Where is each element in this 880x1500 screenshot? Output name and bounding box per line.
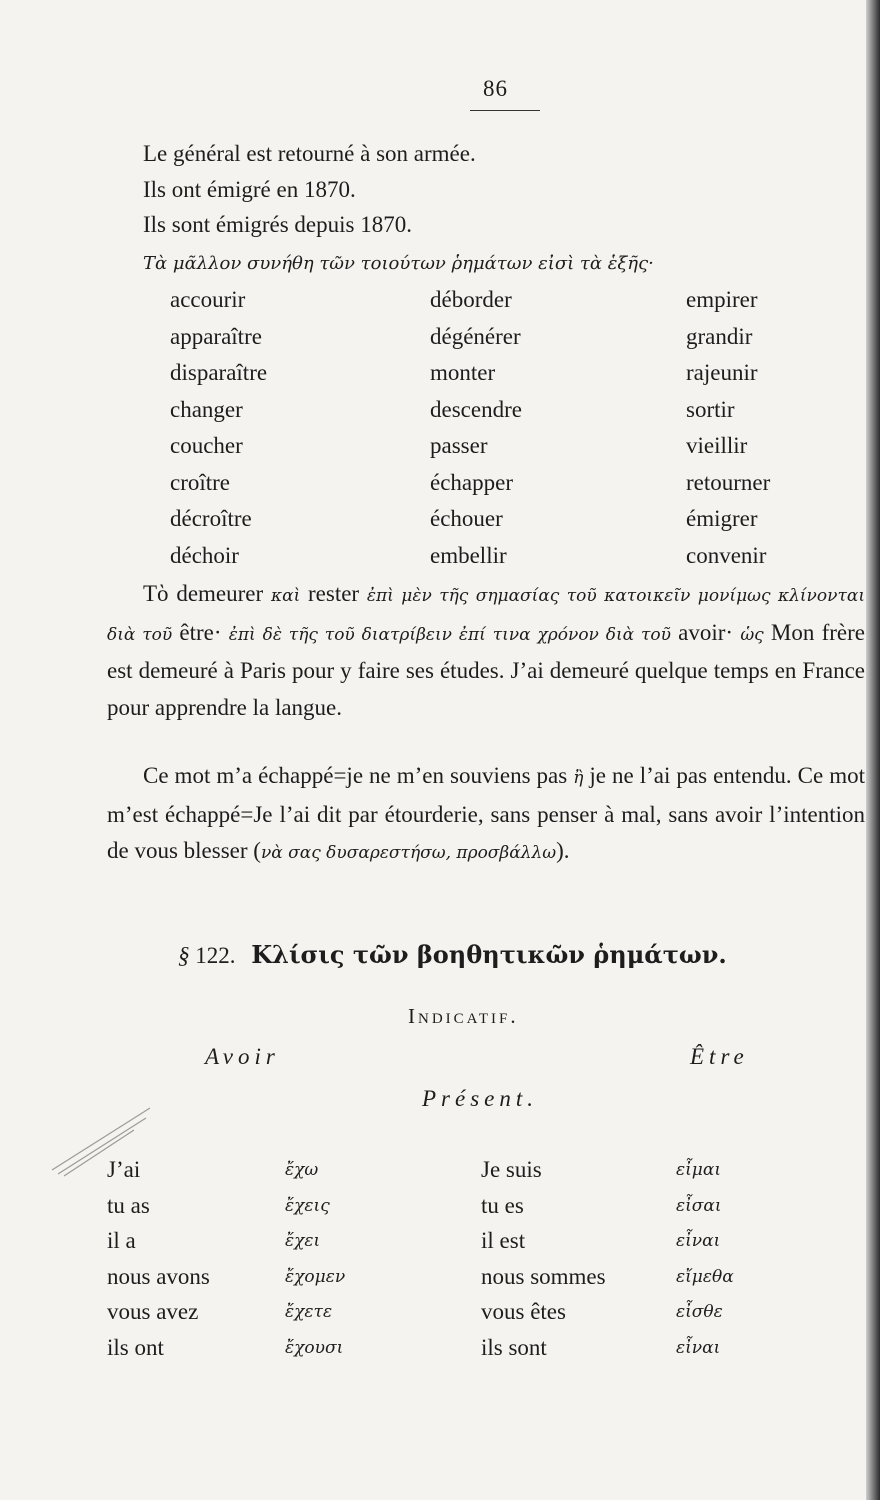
conjugation-row — [107, 1263, 807, 1299]
conj-cell: ἔχει — [285, 1231, 321, 1252]
greek-intro-line: Τὰ μᾶλλον συνήθη τῶν τοιούτων ῥημάτων εἰσὶ τὰ ἑξῆς· — [143, 253, 654, 274]
para2-b: ἢ — [573, 768, 584, 788]
conj-cell: vous êtes — [481, 1299, 566, 1325]
para2-c: je ne l’ai pas entendu. Ce mot m’est échappé=Je l’ai dit par étourderie, sans penser à mal, sans avoir l’intention de vous blesser ( — [107, 763, 865, 863]
verb-row — [170, 469, 820, 506]
para1-i: Mon frère est demeuré à Paris pour y faire ses études. J’ai demeuré quelque temps en France pour apprendre la langue. — [107, 619, 865, 720]
conj-cell: εἶσαι — [676, 1195, 722, 1216]
verb-cell: descendre — [430, 396, 522, 422]
verb-cell: sortir — [686, 396, 735, 422]
conj-cell: nous sommes — [481, 1263, 606, 1289]
para1-h: ὡς — [740, 624, 764, 645]
verb-row — [170, 396, 820, 433]
para2-d: νὰ σας δυσαρεστήσω, προσβάλλω — [260, 843, 557, 863]
conj-cell: εἶναι — [676, 1337, 721, 1358]
verb-cell: accourir — [170, 287, 246, 312]
verb-cell: disparaître — [170, 360, 268, 385]
conj-cell: εἶναι — [676, 1231, 721, 1252]
verb-cell: apparaître — [170, 323, 262, 349]
page-number: 86 — [483, 76, 508, 101]
intro-line-1: Le général est retourné à son armée. — [143, 141, 476, 166]
conj-cell: εἶσθε — [676, 1302, 723, 1323]
conj-cell: ἔχω — [285, 1160, 319, 1180]
verb-cell: rajeunir — [686, 360, 758, 385]
verb-heading-etre: Être — [690, 1044, 749, 1069]
tense-heading: Présent. — [422, 1086, 539, 1111]
section-number: 122. — [195, 943, 236, 968]
verb-row — [170, 286, 820, 323]
verb-cell: changer — [170, 396, 243, 422]
conj-cell: ils ont — [107, 1334, 164, 1360]
conj-cell: nous avons — [107, 1263, 210, 1289]
page-number-rule — [470, 110, 540, 111]
verb-cell: vieillir — [686, 433, 748, 458]
verb-row — [170, 542, 820, 579]
conjugation-table — [107, 1156, 807, 1370]
conjugation-row — [107, 1298, 807, 1334]
conj-cell: vous avez — [107, 1299, 199, 1325]
verb-row — [170, 432, 820, 469]
conj-cell: εἴμεθα — [676, 1266, 734, 1287]
verb-cell: monter — [430, 360, 496, 385]
para1-c: rester — [300, 581, 367, 606]
section-sign: § — [178, 943, 190, 968]
verb-cell: émigrer — [686, 506, 758, 531]
verb-cell: empirer — [686, 287, 758, 312]
para1-f: ἐπὶ δὲ τῆς τοῦ διατρίβειν ἐπί τινα χρόνον διὰ τοῦ — [228, 624, 671, 645]
para1-g: avoir· — [670, 619, 741, 645]
para1-b: καὶ — [270, 586, 301, 606]
para1-e: être· — [172, 619, 229, 645]
intro-line-3: Ils sont émigrés depuis 1870. — [143, 212, 412, 237]
page-edge-shadow — [866, 0, 880, 1500]
para2-e: ). — [556, 838, 570, 863]
conj-cell: ἔχομεν — [285, 1266, 346, 1287]
conjugation-row — [107, 1227, 807, 1263]
paragraph-demeurer — [107, 576, 865, 726]
section-heading — [178, 940, 727, 969]
conj-cell: Je suis — [481, 1157, 542, 1182]
conjugation-row — [107, 1192, 807, 1228]
conj-cell: ils sont — [481, 1334, 547, 1360]
verb-cell: convenir — [686, 542, 767, 568]
conj-cell: J’ai — [107, 1157, 141, 1182]
conj-cell: ἔχεις — [285, 1195, 330, 1216]
verb-cell: décroître — [170, 506, 252, 531]
verb-cell: déborder — [430, 287, 512, 312]
verb-cell: échapper — [430, 469, 513, 495]
para2-a: Ce mot m’a échappé=je ne m’en souviens pas — [143, 763, 574, 788]
verb-cell: coucher — [170, 433, 243, 458]
paragraph-echapper — [107, 758, 865, 872]
verb-cell: passer — [430, 433, 488, 458]
verb-cell: retourner — [686, 469, 771, 495]
conj-cell: ἔχετε — [285, 1302, 333, 1323]
conjugation-row — [107, 1334, 807, 1370]
para1-a: Τὸ demeurer — [143, 581, 271, 606]
conjugation-row — [107, 1156, 807, 1192]
section-title: Κλίσις τῶν βοηθητικῶν ῥημάτων. — [251, 940, 727, 969]
mood-heading: Indicatif. — [408, 1004, 519, 1028]
verb-row — [170, 505, 820, 542]
intro-line-2: Ils ont émigré en 1870. — [143, 177, 356, 202]
conj-cell: tu as — [107, 1192, 150, 1218]
verb-cell: croître — [170, 469, 231, 495]
verb-row — [170, 323, 820, 360]
conj-cell: εἶμαι — [676, 1160, 721, 1180]
verb-cell: dégénérer — [430, 323, 521, 349]
verb-cell: échouer — [430, 506, 503, 531]
verb-cell: embellir — [430, 542, 507, 568]
conj-cell: tu es — [481, 1192, 524, 1218]
verb-row — [170, 359, 820, 396]
conj-cell: ἔχουσι — [285, 1337, 344, 1358]
conj-cell: il a — [107, 1228, 136, 1254]
verb-cell: grandir — [686, 323, 753, 349]
conj-cell: il est — [481, 1228, 526, 1254]
verb-list — [170, 286, 820, 578]
verb-cell: déchoir — [170, 542, 239, 568]
verb-heading-avoir: Avoir — [205, 1044, 280, 1069]
para1-d: ἐπὶ μὲν τῆς σημασίας τοῦ κατοικεῖν μονίμως κλίνονται διὰ τοῦ — [107, 586, 865, 645]
